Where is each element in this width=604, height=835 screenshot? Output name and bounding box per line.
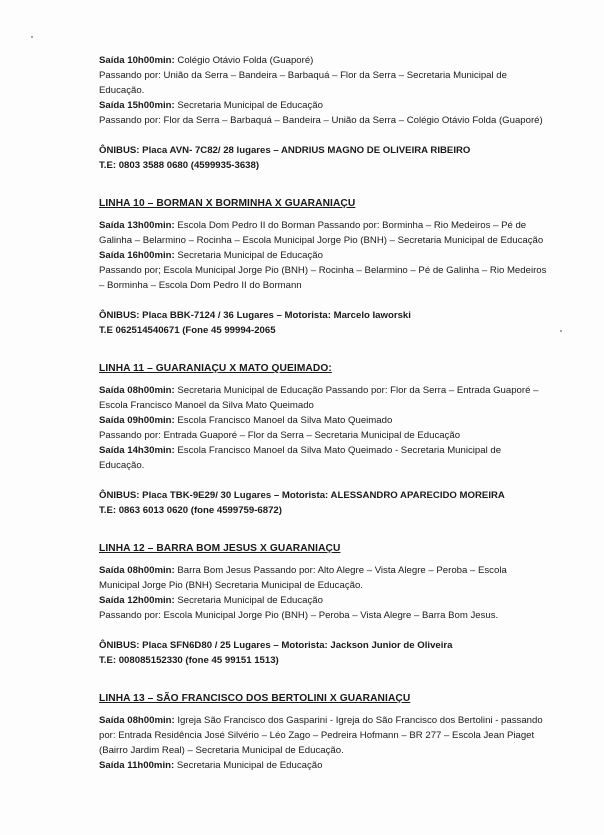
section-linha-9-continued [99, 53, 549, 173]
schedule-departure: Saída 12h00min: Secretaria Municipal de Educação [99, 595, 323, 606]
route-stops: Passando por; Escola Municipal Jorge Pio (BNH) – Rocinha – Belarmino – Pé de Galinha – Rio Medeiros – Borminha – Escola Dom Pedro II do Bormann [99, 265, 547, 291]
line-heading: LINHA 13 – SÃO FRANCISCO DOS BERTOLINI X GUARANIAÇU [99, 693, 411, 704]
bus-contact: T.E: 0803 3588 0680 (4599935-3638) [99, 160, 260, 171]
bus-info: ÔNIBUS: Placa SFN6D80 / 25 Lugares – Motorista: Jackson Junior de Oliveira [99, 640, 453, 651]
schedule-departure: Saída 15h00min: Secretaria Municipal de Educação [99, 100, 323, 111]
bus-info: ÔNIBUS: Placa AVN- 7C82/ 28 lugares – ANDRIUS MAGNO DE OLIVEIRA RIBEIRO [99, 145, 471, 156]
line-heading: LINHA 11 – GUARANIAÇU X MATO QUEIMADO: [99, 363, 332, 374]
schedule-departure: Saída 08h00min: Igreja São Francisco dos Gasparini - Igreja do São Francisco dos Bertolini - passando por: Entrada Residência José Silvério – Léo Zago – Pedreira Hofmann – BR 277 – Escola Jean Piaget (Bairro Jardim Real) – Secretaria Municipal de Educação. [99, 715, 543, 756]
route-stops: Passando por: Flor da Serra – Barbaquá – Bandeira – União da Serra – Colégio Otávio Folda (Guaporé) [99, 115, 543, 126]
schedule-departure: Saída 10h00min: Colégio Otávio Folda (Guaporé) [99, 55, 314, 66]
scan-speck [560, 330, 562, 332]
section-linha-13 [99, 691, 549, 773]
line-heading: LINHA 10 – BORMAN X BORMINHA X GUARANIAÇU [99, 198, 356, 209]
bus-contact: T.E: 0863 6013 0620 (fone 4599759-6872) [99, 505, 282, 516]
route-stops: Passando por: Escola Municipal Jorge Pio (BNH) – Peroba – Vista Alegre – Barra Bom Jesus. [99, 610, 499, 621]
schedule-departure: Saída 08h00min: Barra Bom Jesus Passando por: Alto Alegre – Vista Alegre – Peroba – Escola Municipal Jorge Pio (BNH) Secretaria Municipal de Educação. [99, 565, 507, 591]
section-linha-11 [99, 361, 549, 518]
schedule-departure: Saída 16h00min: Secretaria Municipal de Educação [99, 250, 323, 261]
schedule-departure: Saída 09h00min: Escola Francisco Manoel da Silva Mato Queimado [99, 415, 393, 426]
route-stops: Passando por: Entrada Guaporé – Flor da Serra – Secretaria Municipal de Educação [99, 430, 461, 441]
schedule-departure: Saída 13h00min: Escola Dom Pedro II do Borman Passando por: Borminha – Rio Medeiros – Pé de Galinha – Belarmino – Rocinha – Escola Municipal Jorge Pio (BNH) – Secretaria Municipal de Educação [99, 220, 544, 246]
section-linha-10 [99, 196, 549, 338]
bus-info: ÔNIBUS: Placa BBK-7124 / 36 Lugares – Motorista: Marcelo Iaworski [99, 310, 411, 321]
scan-speck [31, 36, 33, 38]
line-heading: LINHA 12 – BARRA BOM JESUS X GUARANIAÇU [99, 543, 341, 554]
bus-info: ÔNIBUS: Placa TBK-9E29/ 30 Lugares – Motorista: ALESSANDRO APARECIDO MOREIRA [99, 490, 505, 501]
schedule-departure: Saída 14h30min: Escola Francisco Manoel da Silva Mato Queimado - Secretaria Municipal de Educação. [99, 445, 502, 471]
route-stops: Passando por: União da Serra – Bandeira – Barbaquá – Flor da Serra – Secretaria Municipal de Educação. [99, 70, 507, 96]
section-linha-12 [99, 541, 549, 668]
document-body [99, 53, 549, 773]
schedule-departure: Saída 11h00min: Secretaria Municipal de Educação [99, 760, 323, 771]
bus-contact: T.E: 008085152330 (fone 45 99151 1513) [99, 655, 279, 666]
schedule-departure: Saída 08h00min: Secretaria Municipal de Educação Passando por: Flor da Serra – Entrada Guaporé – Escola Francisco Manoel da Silva Mato Queimado [99, 385, 539, 411]
bus-contact: T.E 062514540671 (Fone 45 99994-2065 [99, 325, 276, 336]
